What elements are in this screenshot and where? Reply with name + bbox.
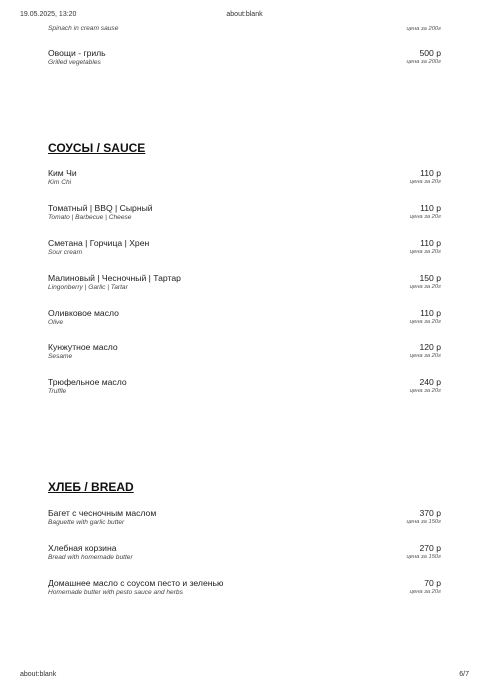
item-subtitle: Olive: [48, 319, 64, 326]
item-unit: цена за 200г: [406, 26, 441, 32]
item-subtitle: Grilled vegetables: [48, 59, 101, 66]
item-name: Оливковое масло: [48, 308, 119, 318]
item-unit: цена за 20г: [409, 589, 441, 595]
print-header: [20, 11, 469, 21]
item-price: 500 р: [419, 48, 441, 58]
item-unit: цена за 20г: [409, 284, 441, 290]
item-name: Кунжутное масло: [48, 342, 118, 352]
menu-item-homemade-butter-pesto: [48, 578, 441, 600]
section-title-sauce: СОУСЫ / SAUCE: [48, 141, 146, 155]
item-price: 110 р: [420, 308, 441, 318]
item-name: Хлебная корзина: [48, 543, 117, 553]
item-name: Сметана | Горчица | Хрен: [48, 238, 150, 248]
menu-item-grilled-vegetables: [48, 48, 441, 70]
item-name: Трюфельное масло: [48, 377, 127, 387]
menu-item-sour-cream: [48, 238, 441, 260]
item-name: Овощи - гриль: [48, 48, 106, 58]
print-date: 19.05.2025, 13:20: [20, 11, 77, 18]
item-subtitle: Spinach in cream sause: [48, 25, 119, 32]
item-name: Домашнее масло с соусом песто и зеленью: [48, 578, 224, 588]
item-price: 120 р: [419, 342, 441, 352]
item-unit: цена за 200г: [406, 59, 441, 65]
menu-item-truffle-oil: [48, 377, 441, 399]
item-name: Малиновый | Чесночный | Тартар: [48, 273, 181, 283]
item-unit: цена за 20г: [409, 214, 441, 220]
item-unit: цена за 150г: [406, 554, 441, 560]
menu-item-sesame-oil: [48, 342, 441, 364]
item-price: 150 р: [419, 273, 441, 283]
menu-item-tomato-bbq-cheese: [48, 203, 441, 225]
menu-item-olive-oil: [48, 308, 441, 330]
item-name: Ким Чи: [48, 168, 77, 178]
item-price: 110 р: [420, 168, 441, 178]
page-number: 6/7: [459, 671, 469, 678]
item-subtitle: Lingonberry | Garlic | Tartar: [48, 284, 128, 291]
menu-item-spinach: [48, 23, 441, 45]
item-price: 110 р: [420, 238, 441, 248]
item-unit: цена за 20г: [409, 388, 441, 394]
item-subtitle: Tomato | Barbecue | Cheese: [48, 214, 132, 221]
section-title-bread: ХЛЕБ / BREAD: [48, 480, 134, 494]
item-price: 110 р: [420, 203, 441, 213]
item-subtitle: Sour cream: [48, 249, 83, 256]
item-price: 370 р: [419, 508, 441, 518]
item-price: 240 р: [419, 377, 441, 387]
item-unit: цена за 20г: [409, 179, 441, 185]
item-subtitle: Baguette with garlic butter: [48, 519, 125, 526]
print-title: about:blank: [226, 11, 263, 18]
menu-item-kimchi: [48, 168, 441, 190]
print-url: about:blank: [20, 671, 57, 678]
menu-item-bread-basket: [48, 543, 441, 565]
print-footer: [20, 671, 469, 681]
item-unit: цена за 20г: [409, 353, 441, 359]
item-unit: цена за 20г: [409, 319, 441, 325]
item-subtitle: Bread with homemade butter: [48, 554, 133, 561]
item-subtitle: Truffle: [48, 388, 67, 395]
menu-item-garlic-baguette: [48, 508, 441, 530]
item-unit: цена за 20г: [409, 249, 441, 255]
item-unit: цена за 150г: [406, 519, 441, 525]
item-subtitle: Homemade butter with pesto sauce and herbs: [48, 589, 183, 596]
item-name: Багет с чесночным маслом: [48, 508, 157, 518]
item-subtitle: Kim Chi: [48, 179, 72, 186]
item-name: Томатный | BBQ | Сырный: [48, 203, 153, 213]
menu-item-lingonberry-garlic-tartar: [48, 273, 441, 295]
item-price: 270 р: [419, 543, 441, 553]
item-subtitle: Sesame: [48, 353, 73, 360]
item-price: 70 р: [424, 578, 441, 588]
